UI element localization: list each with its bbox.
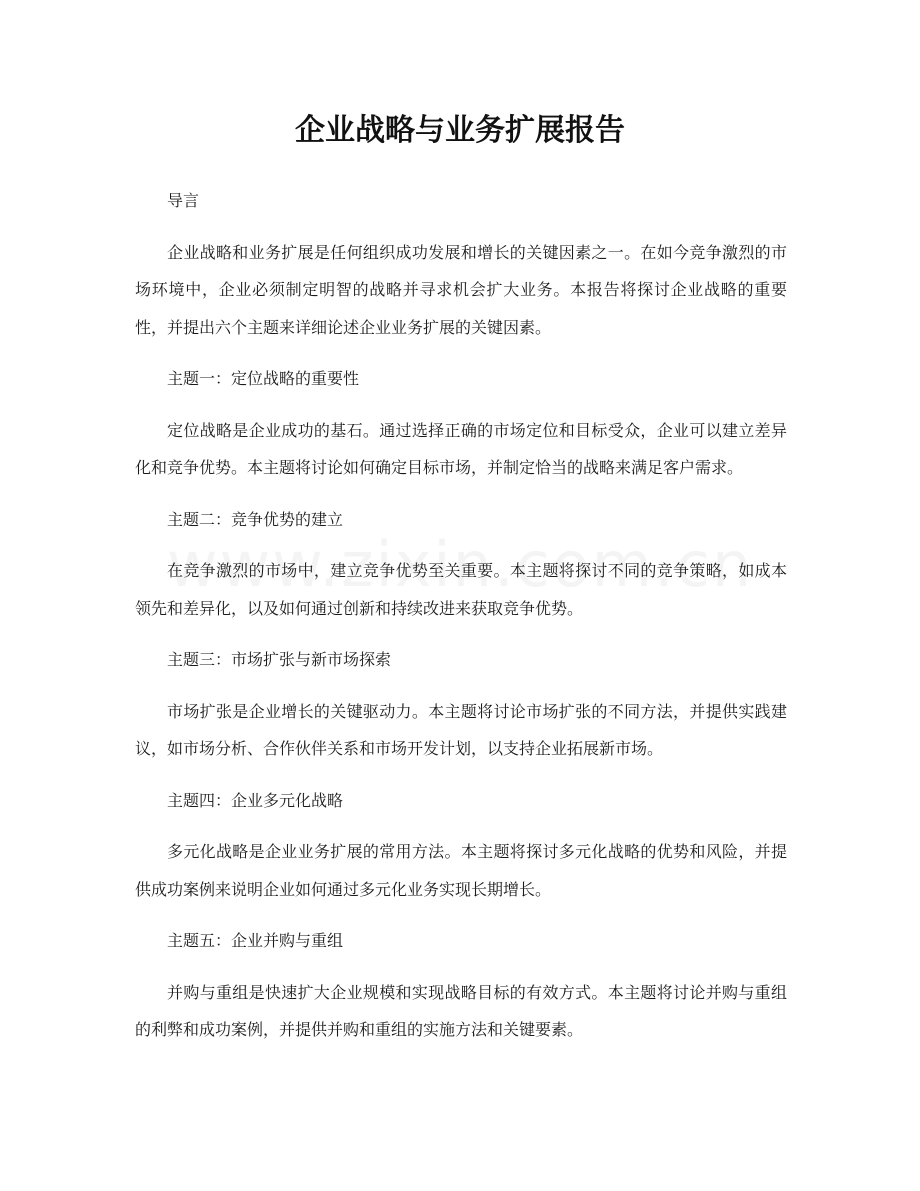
topic-3-paragraph: 市场扩张是企业增长的关键驱动力。本主题将讨论市场扩张的不同方法，并提供实践建议，如市场分析、合作伙伴关系和市场开发计划，以支持企业拓展新市场。 (135, 701, 787, 758)
topic-5-paragraph: 并购与重组是快速扩大企业规模和实现战略目标的有效方式。本主题将讨论并购与重组的利弊和成功案例，并提供并购和重组的实施方法和关键要素。 (135, 982, 787, 1039)
intro-heading: 导言 (167, 191, 200, 210)
topic-4-heading: 主题四：企业多元化战略 (167, 790, 344, 810)
document-body (135, 182, 787, 1049)
topic-3-heading: 主题三：市场扩张与新市场探索 (167, 650, 392, 669)
topic-2-paragraph: 在竞争激烈的市场中，建立竞争优势至关重要。本主题将探讨不同的竞争策略，如成本领先和差异化，以及如何通过创新和持续改进来获取竞争优势。 (135, 561, 787, 618)
topic-1-heading: 主题一：定位战略的重要性 (167, 369, 360, 388)
document-title: 企业战略与业务扩展报告 (295, 113, 625, 148)
intro-paragraph: 企业战略和业务扩展是任何组织成功发展和增长的关键因素之一。在如今竞争激烈的市场环境中，企业必须制定明智的战略并寻求机会扩大业务。本报告将探讨企业战略的重要性，并提出六个主题来详细论述企业业务扩展的关键因素。 (135, 242, 787, 337)
topic-5-heading: 主题五：企业并购与重组 (167, 931, 344, 950)
topic-4-paragraph: 多元化战略是企业业务扩展的常用方法。本主题将探讨多元化战略的优势和风险，并提供成功案例来说明企业如何通过多元化业务实现长期增长。 (135, 842, 787, 899)
topic-1-paragraph: 定位战略是企业成功的基石。通过选择正确的市场定位和目标受众，企业可以建立差异化和竞争优势。本主题将讨论如何确定目标市场，并制定恰当的战略来满足客户需求。 (135, 420, 787, 477)
topic-2-heading: 主题二：竞争优势的建立 (167, 509, 344, 529)
